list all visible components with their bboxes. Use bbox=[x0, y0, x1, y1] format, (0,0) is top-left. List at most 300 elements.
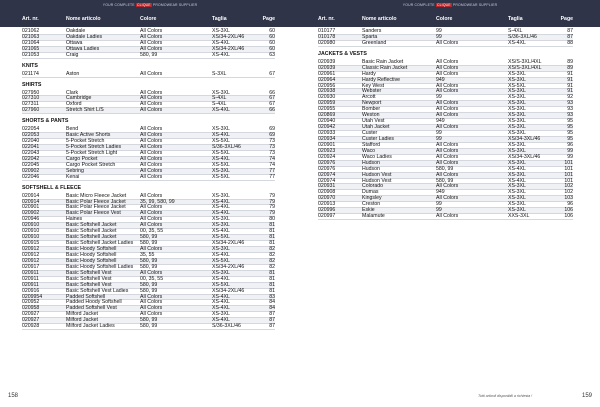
cell-page: 79 bbox=[269, 198, 275, 205]
cell-color: All Colors bbox=[140, 149, 163, 156]
cell-page: 93 bbox=[567, 100, 573, 107]
cell-size: XS-5XL bbox=[212, 234, 230, 241]
cell-page: 91 bbox=[567, 88, 573, 95]
cell-size: XS-3XL bbox=[508, 76, 526, 83]
column-headers-right bbox=[318, 16, 573, 24]
cell-art: 021064 bbox=[22, 39, 40, 46]
cell-page: 73 bbox=[269, 144, 275, 150]
cell-page: 92 bbox=[567, 94, 573, 101]
cell-page: 87 bbox=[269, 311, 275, 318]
cell-page: 82 bbox=[269, 251, 275, 258]
cell-size: XS-3XL bbox=[508, 207, 526, 214]
cell-art: 021065 bbox=[22, 45, 40, 52]
col-color: Colore bbox=[140, 16, 157, 22]
cell-art: 020940 bbox=[318, 118, 336, 125]
cell-page: 60 bbox=[269, 45, 275, 52]
cell-color: 99 bbox=[436, 135, 442, 142]
cell-name: Hudson bbox=[362, 159, 380, 166]
cell-name: Utah Vest bbox=[362, 118, 385, 125]
cell-name: Sebring bbox=[66, 167, 84, 174]
cell-color: All Colors bbox=[436, 58, 459, 65]
cell-page: 77 bbox=[269, 173, 275, 180]
cell-art: 010177 bbox=[318, 28, 336, 34]
cell-art: 020927 bbox=[22, 317, 40, 324]
cell-size: XS/34-2XL/46 bbox=[212, 287, 245, 294]
cell-size: XS-4XL bbox=[212, 317, 230, 324]
cell-page: 80 bbox=[269, 216, 275, 223]
cell-color: All Colors bbox=[140, 216, 163, 223]
cell-page: 67 bbox=[269, 101, 275, 108]
cell-art: 020924 bbox=[318, 153, 336, 160]
cell-size: XS/34-3XL/46 bbox=[508, 135, 541, 142]
cell-art: 020958 bbox=[22, 305, 40, 312]
cell-name: Basic Softshell Jacket bbox=[66, 228, 117, 235]
cell-color: All Colors bbox=[140, 155, 163, 162]
cell-size: XS-5XL bbox=[212, 281, 230, 288]
cell-page: 93 bbox=[567, 106, 573, 113]
cell-name: Basic Polar Fleece Jacket bbox=[66, 204, 126, 211]
cell-size: XS-3XL bbox=[508, 88, 526, 95]
cell-color: 580, 99 bbox=[436, 177, 454, 184]
cell-name: Basic Hoody Softshell bbox=[66, 257, 117, 264]
cell-size: XS-3XL bbox=[508, 70, 526, 77]
section-title: SOFTSHELL & FLEECE bbox=[22, 184, 82, 191]
col-art: Art. nr. bbox=[22, 16, 39, 22]
cell-color: 580, 99 bbox=[140, 234, 158, 241]
cell-size: XS-5XL bbox=[508, 82, 526, 89]
cell-size: XS-4XL bbox=[212, 299, 230, 306]
cell-name: Sparta bbox=[362, 33, 378, 40]
cell-name: Clark bbox=[66, 89, 79, 96]
cell-page: 60 bbox=[269, 39, 275, 46]
cell-color: All Colors bbox=[140, 311, 163, 318]
cell-color: 99 bbox=[436, 33, 442, 40]
cell-art: 020970 bbox=[318, 195, 336, 202]
cell-page: 73 bbox=[269, 149, 275, 156]
cell-color: All Colors bbox=[140, 126, 163, 133]
cell-page: 81 bbox=[269, 275, 275, 282]
cell-size: XS-3XL bbox=[508, 195, 526, 202]
cell-name: Stafford bbox=[362, 141, 381, 148]
brand-logo-red: CLIQUE bbox=[136, 3, 151, 7]
cell-name: Hudson Vest bbox=[362, 171, 392, 178]
cell-color: All Colors bbox=[140, 192, 163, 199]
cell-art: 022043 bbox=[22, 149, 40, 156]
cell-art: 020955 bbox=[318, 106, 336, 113]
cell-color: All Colors bbox=[140, 222, 163, 229]
column-headers bbox=[22, 16, 275, 24]
cell-art: 020974 bbox=[318, 171, 336, 178]
section-rows bbox=[318, 60, 573, 220]
cell-color: All Colors bbox=[140, 39, 163, 46]
cell-color: All Colors bbox=[140, 95, 163, 102]
cell-size: XXS-3XL bbox=[508, 213, 530, 220]
cell-name: Padded Softshell bbox=[66, 293, 106, 300]
cell-name: Basic Hoody Softshell bbox=[66, 246, 117, 252]
section-rows bbox=[22, 194, 275, 331]
cell-size: XS-5XL bbox=[212, 149, 230, 156]
cell-size: S/36-3XL/46 bbox=[212, 323, 241, 330]
cell-size: XS-4XL bbox=[508, 177, 526, 184]
cell-name: Cambridge bbox=[66, 95, 92, 102]
cell-size: XS-3XL bbox=[508, 106, 526, 113]
cell-art: 020901 bbox=[22, 204, 40, 211]
cell-name: Stretch Shirt L/S bbox=[66, 107, 104, 114]
cell-page: 60 bbox=[269, 28, 275, 34]
cell-name: Milford Jacket Ladies bbox=[66, 323, 115, 330]
cell-size: S-4XL bbox=[508, 28, 523, 34]
col-page: Page bbox=[560, 16, 573, 22]
cell-page: 88 bbox=[567, 39, 573, 46]
cell-name: Creston bbox=[362, 201, 381, 208]
cell-art: 020976 bbox=[318, 159, 336, 166]
cell-name: Padded Softshell Vest bbox=[66, 305, 117, 312]
col-size: Taglia bbox=[212, 16, 227, 22]
cell-name: Ottawa bbox=[66, 39, 83, 46]
cell-color: All Colors bbox=[140, 210, 163, 217]
cell-size: XS-4XL bbox=[508, 39, 526, 46]
cell-page: 91 bbox=[567, 76, 573, 83]
cell-color: All Colors bbox=[140, 70, 163, 77]
cell-art: 010178 bbox=[318, 33, 336, 40]
cell-art: 027950 bbox=[22, 89, 40, 96]
cell-size: XS-3XL bbox=[508, 124, 526, 131]
cell-color: All Colors bbox=[436, 112, 459, 119]
col-art: Art. nr. bbox=[318, 16, 335, 22]
cell-color: All Colors bbox=[140, 167, 163, 174]
cell-art: 020917 bbox=[22, 263, 40, 270]
section-title: SHORTS & PANTS bbox=[22, 118, 69, 125]
cell-name: Webster bbox=[362, 88, 382, 95]
cell-size: XS-4XL bbox=[212, 275, 230, 282]
cell-color: 580, 99 bbox=[140, 317, 158, 324]
cell-art: 020976 bbox=[318, 165, 336, 172]
section-rows bbox=[318, 29, 573, 47]
table-row bbox=[22, 324, 275, 330]
cell-art: 022046 bbox=[22, 173, 40, 180]
cell-name: Basic Active Shorts bbox=[66, 132, 111, 139]
cell-art: 022042 bbox=[22, 155, 40, 162]
cell-size: XS/34-2XL/46 bbox=[212, 263, 245, 270]
cell-size: XS-4XL bbox=[212, 251, 230, 258]
cell-name: Basic Softshell Jacket bbox=[66, 234, 117, 241]
cell-page: 95 bbox=[567, 118, 573, 125]
left-table bbox=[22, 29, 275, 330]
cell-art: 020956 bbox=[318, 82, 336, 89]
cell-page: 93 bbox=[567, 112, 573, 119]
cell-color: 99 bbox=[436, 28, 442, 34]
cell-art: 020933 bbox=[318, 130, 336, 136]
cell-color: 99 bbox=[436, 94, 442, 101]
cell-color: All Colors bbox=[140, 33, 163, 40]
cell-name: Basic Softshell Vest bbox=[66, 269, 112, 276]
cell-page: 79 bbox=[269, 204, 275, 211]
section-rows bbox=[22, 127, 275, 180]
cell-size: XS-3XL bbox=[508, 201, 526, 208]
cell-size: XS-3XL bbox=[212, 126, 230, 133]
cell-page: 69 bbox=[269, 132, 275, 139]
cell-art: 020914 bbox=[22, 198, 40, 205]
section-title: KNITS bbox=[22, 62, 38, 69]
cell-size: XS-3XL bbox=[212, 192, 230, 199]
cell-page: 81 bbox=[269, 281, 275, 288]
cell-page: 95 bbox=[567, 130, 573, 136]
cell-name: Dumas bbox=[362, 189, 379, 196]
cell-art: 020902 bbox=[22, 167, 40, 174]
cell-art: 020902 bbox=[22, 210, 40, 217]
cell-page: 87 bbox=[269, 317, 275, 324]
cell-color: All Colors bbox=[436, 64, 459, 71]
cell-art: 020934 bbox=[318, 135, 336, 142]
cell-page: 106 bbox=[564, 207, 573, 214]
cell-size: S-4XL bbox=[212, 95, 227, 102]
cell-size: S-3XL bbox=[212, 70, 227, 77]
cell-color: All Colors bbox=[140, 107, 163, 114]
cell-page: 67 bbox=[269, 70, 275, 77]
cell-page: 102 bbox=[564, 183, 573, 190]
cell-name: Basic Hoody Softshell bbox=[66, 251, 117, 258]
cell-color: 00, 35, 55 bbox=[140, 275, 164, 282]
cell-size: XS-3XL bbox=[212, 269, 230, 276]
cell-size: XS/34-2XL/46 bbox=[212, 45, 245, 52]
cell-page: 63 bbox=[269, 51, 275, 58]
cell-size: XS-3XL bbox=[508, 130, 526, 136]
cell-size: XS-3XL bbox=[508, 100, 526, 107]
cell-size: XS-3XL bbox=[508, 183, 526, 190]
cell-art: 022041 bbox=[22, 144, 40, 150]
brand-text-c: PROMOWEAR SUPPLIER bbox=[452, 3, 498, 7]
brand-text-c: PROMOWEAR SUPPLIER bbox=[152, 3, 198, 7]
cell-color: All Colors bbox=[436, 153, 459, 160]
cell-color: All Colors bbox=[140, 101, 163, 108]
cell-color: All Colors bbox=[436, 171, 459, 178]
cell-page: 74 bbox=[269, 161, 275, 168]
table-row bbox=[318, 41, 573, 47]
cell-name: Key West bbox=[362, 82, 385, 89]
cell-name: Basic Rain Jacket bbox=[362, 58, 404, 65]
cell-color: All Colors bbox=[140, 293, 163, 300]
cell-art: 020931 bbox=[318, 183, 336, 190]
cell-page: 83 bbox=[269, 293, 275, 300]
cell-page: 96 bbox=[567, 201, 573, 208]
cell-size: XS-3XL bbox=[508, 94, 526, 101]
cell-size: XS-3XL bbox=[508, 112, 526, 119]
cell-page: 84 bbox=[269, 299, 275, 306]
cell-size: XS-3XL bbox=[212, 89, 230, 96]
cell-name: Classic Rain Jacket bbox=[362, 64, 408, 71]
cell-color: 00, 35, 55 bbox=[140, 228, 164, 235]
cell-color: All Colors bbox=[140, 45, 163, 52]
cell-color: All Colors bbox=[140, 305, 163, 312]
cell-size: XS-4XL bbox=[212, 51, 230, 58]
cell-name: Hardy Reflective bbox=[362, 76, 401, 83]
cell-size: XS-4XL bbox=[212, 155, 230, 162]
cell-page: 66 bbox=[269, 107, 275, 114]
cell-color: All Colors bbox=[436, 195, 459, 202]
cell-art: 020911 bbox=[22, 275, 39, 282]
cell-color: 580, 99 bbox=[140, 281, 158, 288]
page-number-right: 159 bbox=[582, 393, 593, 399]
cell-color: 580, 99 bbox=[140, 257, 158, 264]
cell-page: 82 bbox=[269, 257, 275, 264]
cell-size: XS/34-2XL/46 bbox=[212, 240, 245, 247]
cell-color: All Colors bbox=[436, 147, 459, 154]
cell-color: 580, 99 bbox=[140, 263, 158, 270]
table-row bbox=[22, 175, 275, 181]
cell-art: 020869 bbox=[318, 112, 336, 119]
cell-page: 101 bbox=[564, 165, 573, 172]
cell-page: 82 bbox=[269, 263, 275, 270]
cell-art: 020911 bbox=[22, 269, 39, 276]
cell-page: 101 bbox=[564, 159, 573, 166]
cell-color: 580, 99 bbox=[140, 323, 158, 330]
cell-size: XS-4XL bbox=[212, 204, 230, 211]
cell-name: Weston bbox=[362, 112, 380, 119]
cell-page: 79 bbox=[269, 210, 275, 217]
cell-name: Waco bbox=[362, 147, 376, 154]
cell-name: Basic Softshell Jacket Ladies bbox=[66, 240, 134, 247]
cell-color: 949 bbox=[436, 76, 445, 83]
cell-name: Bend bbox=[66, 126, 79, 133]
cell-art: 020911 bbox=[22, 281, 39, 288]
cell-size: XS-3XL bbox=[508, 159, 526, 166]
cell-page: 81 bbox=[269, 228, 275, 235]
cell-color: All Colors bbox=[436, 82, 459, 89]
cell-color: 580, 99 bbox=[436, 165, 454, 172]
cell-art: 027311 bbox=[22, 101, 39, 108]
cell-size: XS-4XL bbox=[212, 107, 230, 114]
cell-page: 77 bbox=[269, 167, 275, 174]
cell-name: Oakdale bbox=[66, 28, 86, 34]
cell-color: All Colors bbox=[140, 246, 163, 252]
col-name: Nome articolo bbox=[362, 16, 397, 22]
cell-size: XS-3XL bbox=[508, 189, 526, 196]
cell-page: 99 bbox=[567, 147, 573, 154]
cell-color: All Colors bbox=[140, 89, 163, 96]
section-rows bbox=[22, 29, 275, 59]
cell-name: Oakdale Ladies bbox=[66, 33, 103, 40]
cell-art: 020910 bbox=[22, 228, 40, 235]
cell-color: All Colors bbox=[436, 39, 459, 46]
cell-color: All Colors bbox=[140, 144, 163, 150]
cell-art: 020910 bbox=[22, 222, 40, 229]
cell-color: All Colors bbox=[436, 183, 459, 190]
cell-color: All Colors bbox=[140, 173, 163, 180]
cell-art: 020908 bbox=[318, 189, 336, 196]
cell-color: 99 bbox=[436, 201, 442, 208]
cell-name: Arcott bbox=[362, 94, 376, 101]
page-number-left: 158 bbox=[8, 393, 19, 399]
cell-name: 5-Pocket Stretch bbox=[66, 138, 105, 145]
cell-art: 021174 bbox=[22, 70, 39, 77]
cell-size: XS-3XL bbox=[508, 118, 526, 125]
right-table bbox=[318, 29, 573, 220]
cell-name: Utah Jacket bbox=[362, 124, 390, 131]
cell-art: 022054 bbox=[22, 126, 40, 133]
cell-art: 020910 bbox=[22, 234, 40, 241]
cell-page: 106 bbox=[564, 213, 573, 220]
cell-color: All Colors bbox=[436, 70, 459, 77]
brand-text-a: YOUR COMPLETE bbox=[402, 3, 435, 7]
cell-size: XS-3XL bbox=[212, 222, 230, 229]
cell-name: Basic Hoody Softshell Ladies bbox=[66, 263, 134, 270]
cell-page: 95 bbox=[567, 124, 573, 131]
cell-art: 020961 bbox=[318, 70, 336, 77]
cell-color: 99 bbox=[436, 207, 442, 214]
cell-color: All Colors bbox=[140, 204, 163, 211]
cell-art: 020928 bbox=[22, 323, 40, 330]
cell-page: 99 bbox=[567, 153, 573, 160]
table-row bbox=[318, 214, 573, 220]
cell-art: 0209954 bbox=[22, 293, 43, 300]
cell-art: 022053 bbox=[22, 132, 40, 139]
cell-name: Waco Ladies bbox=[362, 153, 392, 160]
section-title: JACKETS & VESTS bbox=[318, 50, 367, 57]
table-header-bar bbox=[0, 0, 300, 27]
cell-art: 027310 bbox=[22, 95, 40, 102]
cell-name: Basic Softshell Vest bbox=[66, 281, 112, 288]
cell-art: 027960 bbox=[22, 107, 40, 114]
cell-size: XS/34-3XL/46 bbox=[508, 153, 541, 160]
cell-color: 35, 55 bbox=[140, 251, 155, 258]
cell-name: Malamute bbox=[362, 213, 385, 220]
cell-color: All Colors bbox=[436, 100, 459, 107]
cell-color: 949 bbox=[436, 189, 445, 196]
cell-page: 91 bbox=[567, 70, 573, 77]
table-header-bar-right bbox=[300, 0, 600, 27]
cell-page: 87 bbox=[567, 28, 573, 34]
cell-name: 5-Pocket Stretch Ladies bbox=[66, 144, 122, 150]
cell-name: Milford Jacket bbox=[66, 317, 98, 324]
cell-size: XS-4XL bbox=[212, 39, 230, 46]
cell-art: 020912 bbox=[22, 246, 40, 252]
cell-page: 81 bbox=[269, 287, 275, 294]
cell-art: 020915 bbox=[22, 240, 40, 247]
brand-logo-red: CLIQUE bbox=[436, 3, 451, 7]
col-name: Nome articolo bbox=[66, 16, 101, 22]
cell-size: XS-3XL bbox=[212, 167, 230, 174]
brand-strip-right bbox=[300, 3, 600, 7]
cell-size: XS-3XL bbox=[212, 216, 230, 223]
cell-size: S/36-3XL/46 bbox=[508, 33, 537, 40]
cell-page: 73 bbox=[269, 138, 275, 145]
cell-size: XS-3XL bbox=[508, 147, 526, 154]
cell-art: 020939 bbox=[318, 58, 336, 65]
cell-art: 020923 bbox=[318, 147, 336, 154]
brand-strip bbox=[0, 3, 300, 7]
cell-name: Sanders bbox=[362, 28, 382, 34]
section-rows bbox=[22, 91, 275, 115]
cell-page: 74 bbox=[269, 155, 275, 162]
cell-color: All Colors bbox=[140, 299, 163, 306]
cell-size: XS/S-3XL/4XL bbox=[508, 58, 542, 65]
cell-art: 020942 bbox=[318, 124, 336, 131]
cell-art: 020997 bbox=[318, 213, 336, 220]
cell-name: Kingsley bbox=[362, 195, 382, 202]
cell-color: All Colors bbox=[436, 124, 459, 131]
cell-size: XS-5XL bbox=[212, 173, 230, 180]
cell-name: Milford Jacket bbox=[66, 311, 98, 318]
cell-name: Padded Hoody Softshell bbox=[66, 299, 122, 306]
cell-size: XS-3XL bbox=[508, 171, 526, 178]
cell-name: Greenland bbox=[362, 39, 387, 46]
cell-art: 020980 bbox=[318, 39, 336, 46]
cell-page: 95 bbox=[567, 135, 573, 142]
cell-page: 101 bbox=[564, 177, 573, 184]
cell-name: Haines bbox=[66, 216, 83, 223]
cell-name: Ottawa Ladies bbox=[66, 45, 100, 52]
cell-page: 87 bbox=[269, 323, 275, 330]
